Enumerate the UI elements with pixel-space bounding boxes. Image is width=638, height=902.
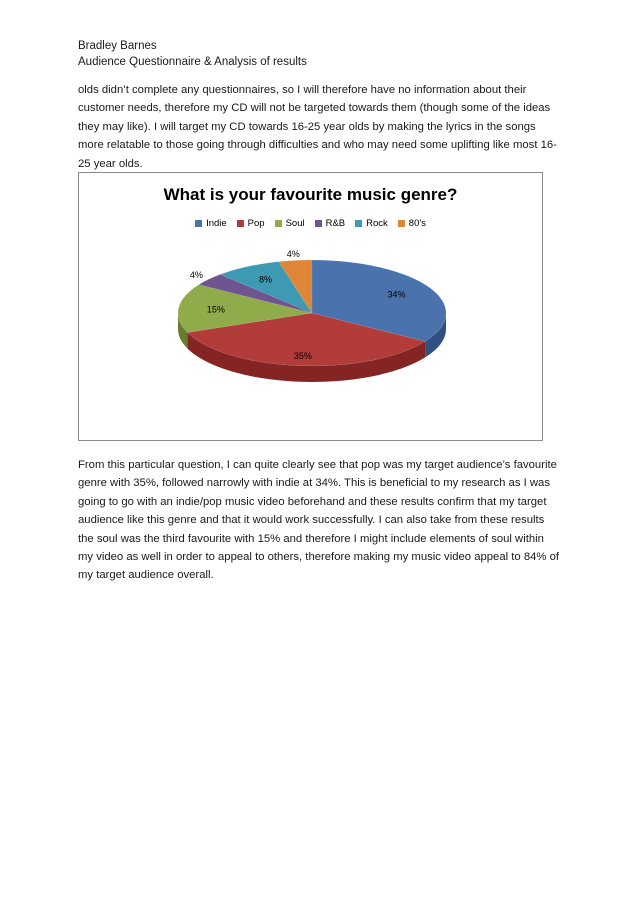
data-label-soul: 15%: [206, 304, 225, 315]
data-label-80-s: 4%: [286, 249, 300, 260]
legend-label: R&B: [325, 218, 346, 229]
legend-label: Soul: [285, 218, 305, 229]
data-label-pop: 35%: [293, 350, 312, 361]
analysis-paragraph: From this particular question, I can quite clearly see that pop was my target audience’s favourite genre with 35%, followed narrowly with indie at 34%. This is beneficial to my research as I was going to go with an indie/pop music video beforehand and these results confirm that my target audience like this genre and that it would work successfully. I can also take from these results the soul was the third favourite with 15% and therefore I might include elements of soul within my video as well in order to appeal to others, therefore making my music video appeal to 84% of my target audience overall.: [78, 459, 559, 582]
document-subtitle: Audience Questionnaire & Analysis of results: [78, 56, 307, 68]
page-header: [78, 38, 307, 70]
legend-label: 80's: [408, 218, 426, 229]
author-name: Bradley Barnes: [78, 40, 157, 52]
intro-paragraph: olds didn’t complete any questionnaires, so I will therefore have no information about their customer needs, therefore my CD will not be targeted towards them (though some of the ideas they may like). I will target my CD towards 16-25 year olds by making the lyrics in the songs more relatable to those going through difficulties and who may need some uplifting like most 16-25 year olds.: [78, 84, 557, 170]
data-label-indie: 34%: [387, 289, 406, 300]
legend-label: Pop: [247, 218, 265, 229]
genre-pie-chart: [78, 172, 543, 441]
chart-title: What is your favourite music genre?: [163, 185, 458, 204]
legend-label: Indie: [206, 218, 227, 229]
data-label-rock: 8%: [258, 274, 273, 285]
pie-plot: [79, 173, 544, 442]
data-label-r-b: 4%: [189, 270, 203, 281]
legend-label: Rock: [366, 218, 388, 229]
